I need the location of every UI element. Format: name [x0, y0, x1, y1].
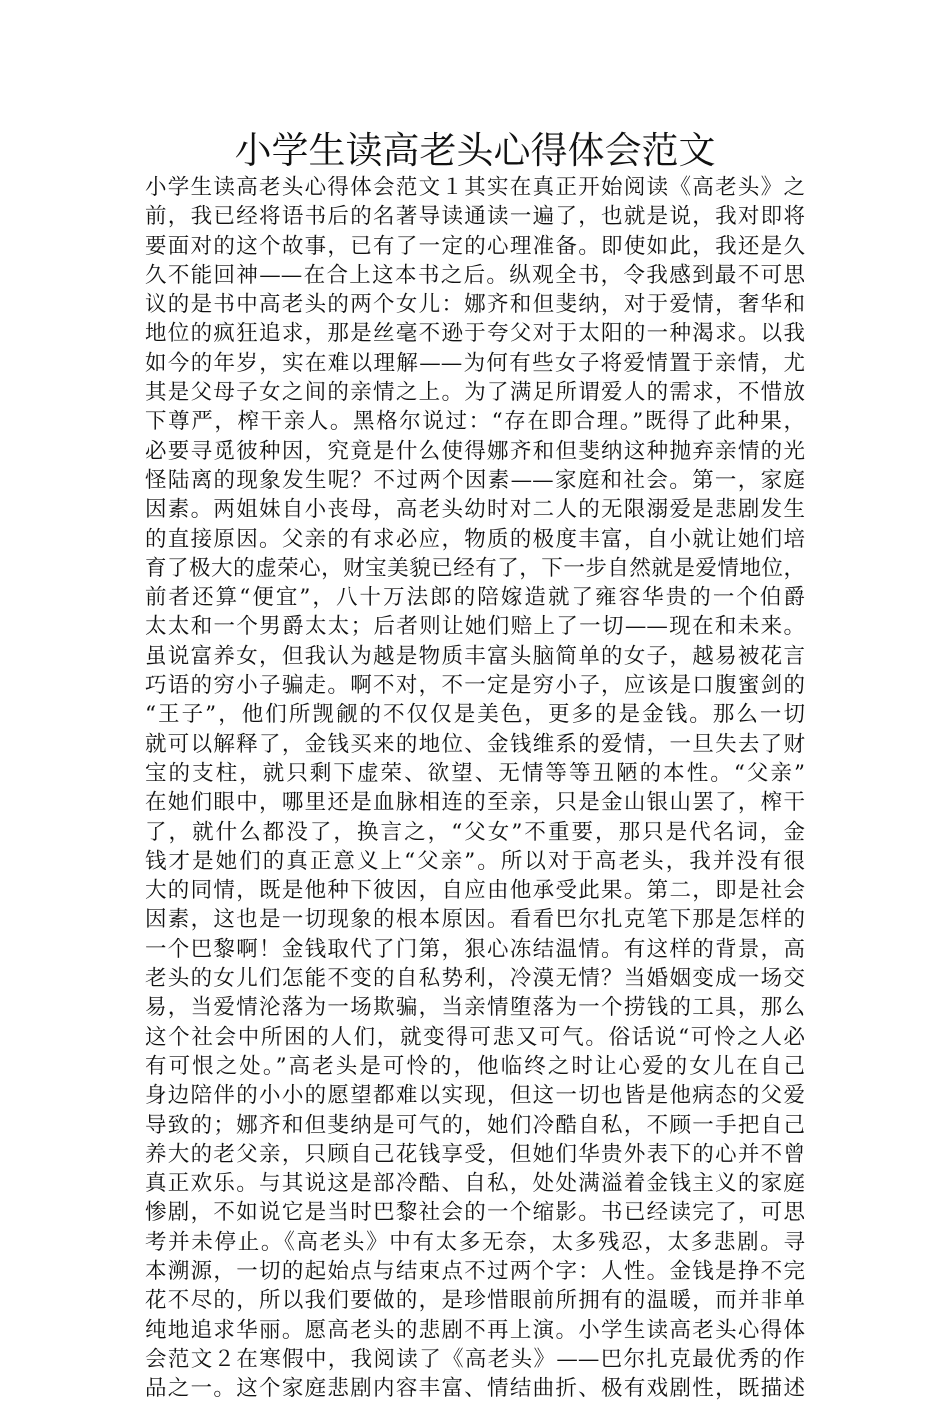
document-title: 小学生读高老头心得体会范文 — [234, 129, 716, 172]
body-text-line: 前，我已经将语书后的名著导读通读一遍了，也就是说，我对即将 — [145, 204, 805, 230]
document-body — [145, 173, 805, 1403]
body-text-line: 真正欢乐。与其说这是部冷酷、自私，处处满溢着金钱主义的家庭 — [145, 1171, 805, 1197]
body-text-line: 有可恨之处。”高老头是可怜的，他临终之时让心爱的女儿在自己 — [145, 1053, 805, 1079]
body-text-line: 因素。两姐妹自小丧母，高老头幼时对二人的无限溺爱是悲剧发生 — [145, 497, 805, 523]
body-text-line: 必要寻觅彼种因，究竟是什么使得娜齐和但斐纳这种抛弃亲情的光 — [145, 438, 805, 464]
body-text-line: 身边陪伴的小小的愿望都难以实现，但这一切也皆是他病态的父爱 — [145, 1083, 805, 1109]
body-text-line: 育了极大的虚荣心，财宝美貌已经有了，下一步自然就是爱情地位， — [145, 555, 805, 581]
body-text-line: 前者还算“便宜”，八十万法郎的陪嫁造就了雍容华贵的一个伯爵 — [145, 585, 805, 611]
body-text-line: 要面对的这个故事，已有了一定的心理准备。即使如此，我还是久 — [145, 233, 805, 259]
body-text-line: 小学生读高老头心得体会范文１其实在真正开始阅读《高老头》之 — [145, 175, 805, 200]
body-text-line: 其是父母子女之间的亲情之上。为了满足所谓爱人的需求，不惜放 — [145, 380, 805, 406]
body-text-line: 了，就什么都没了，换言之，“父女”不重要，那只是代名词，金 — [145, 819, 805, 845]
body-text-line: 品之一。这个家庭悲剧内容丰富、情结曲折、极有戏剧性，既描述 — [145, 1376, 805, 1402]
body-text-line: 会范文２在寒假中，我阅读了《高老头》——巴尔扎克最优秀的作 — [145, 1346, 805, 1372]
body-text-line: 就可以解释了，金钱买来的地位、金钱维系的爱情，一旦失去了财 — [145, 731, 805, 757]
body-text-line: 久不能回神——在合上这本书之后。纵观全书，令我感到最不可思 — [145, 262, 805, 288]
body-text-line: 考并未停止。《高老头》中有太多无奈，太多残忍，太多悲剧。寻 — [145, 1229, 805, 1255]
body-text-line: 宝的支柱，就只剩下虚荣、欲望、无情等等丑陋的本性。“父亲” — [145, 760, 805, 786]
body-text-line: 这个社会中所困的人们，就变得可悲又可气。俗话说“可怜之人必 — [145, 1024, 805, 1050]
body-text-line: 怪陆离的现象发生呢？不过两个因素——家庭和社会。第一，家庭 — [145, 467, 805, 493]
body-text-line: 本溯源，一切的起始点与结束点不过两个字：人性。金钱是挣不完 — [145, 1258, 805, 1284]
body-text-line: 下尊严，榨干亲人。黑格尔说过：“存在即合理。”既得了此种果， — [145, 409, 805, 435]
body-text-line: 惨剧，不如说它是当时巴黎社会的一个缩影。书已经读完了，可思 — [145, 1200, 805, 1226]
body-text-line: 地位的疯狂追求，那是丝毫不逊于夸父对于太阳的一种渴求。以我 — [145, 321, 805, 347]
body-text-line: 太太和一个男爵太太；后者则让她们赔上了一切——现在和未来。 — [145, 614, 805, 640]
body-text-line: 巧语的穷小子骗走。啊不对，不一定是穷小子，应该是口腹蜜剑的 — [145, 673, 805, 699]
body-text-line: 纯地追求华丽。愿高老头的悲剧不再上演。小学生读高老头心得体 — [145, 1317, 805, 1343]
body-text-line: 议的是书中高老头的两个女儿：娜齐和但斐纳，对于爱情，奢华和 — [145, 292, 805, 318]
body-text-line: 钱才是她们的真正意义上“父亲”。所以对于高老头，我并没有很 — [145, 848, 805, 874]
body-text-line: 如今的年岁，实在难以理解——为何有些女子将爱情置于亲情，尤 — [145, 350, 805, 376]
body-text-line: 大的同情，既是他种下彼因，自应由他承受此果。第二，即是社会 — [145, 878, 805, 904]
body-text-line: 易，当爱情沦落为一场欺骗，当亲情堕落为一个捞钱的工具，那么 — [145, 995, 805, 1021]
body-text-line: 一个巴黎啊！金钱取代了门第，狠心冻结温情。有这样的背景，高 — [145, 936, 805, 962]
body-text-line: “王子”，他们所觊觎的不仅仅是美色，更多的是金钱。那么一切 — [145, 702, 805, 728]
body-text-line: 老头的女儿们怎能不变的自私势利，冷漠无情？当婚姻变成一场交 — [145, 966, 805, 992]
body-text-line: 在她们眼中，哪里还是血脉相连的至亲，只是金山银山罢了，榨干 — [145, 790, 805, 816]
body-text-line: 虽说富养女，但我认为越是物质丰富头脑简单的女子，越易被花言 — [145, 643, 805, 669]
body-text-line: 导致的；娜齐和但斐纳是可气的，她们冷酷自私，不顾一手把自己 — [145, 1112, 805, 1138]
body-text-line: 花不尽的，所以我们要做的，是珍惜眼前所拥有的温暖，而并非单 — [145, 1288, 805, 1314]
body-text-line: 因素，这也是一切现象的根本原因。看看巴尔扎克笔下那是怎样的 — [145, 907, 805, 933]
body-text-line: 的直接原因。父亲的有求必应，物质的极度丰富，自小就让她们培 — [145, 526, 805, 552]
body-text-line: 养大的老父亲，只顾自己花钱享受，但她们华贵外表下的心并不曾 — [145, 1141, 805, 1167]
